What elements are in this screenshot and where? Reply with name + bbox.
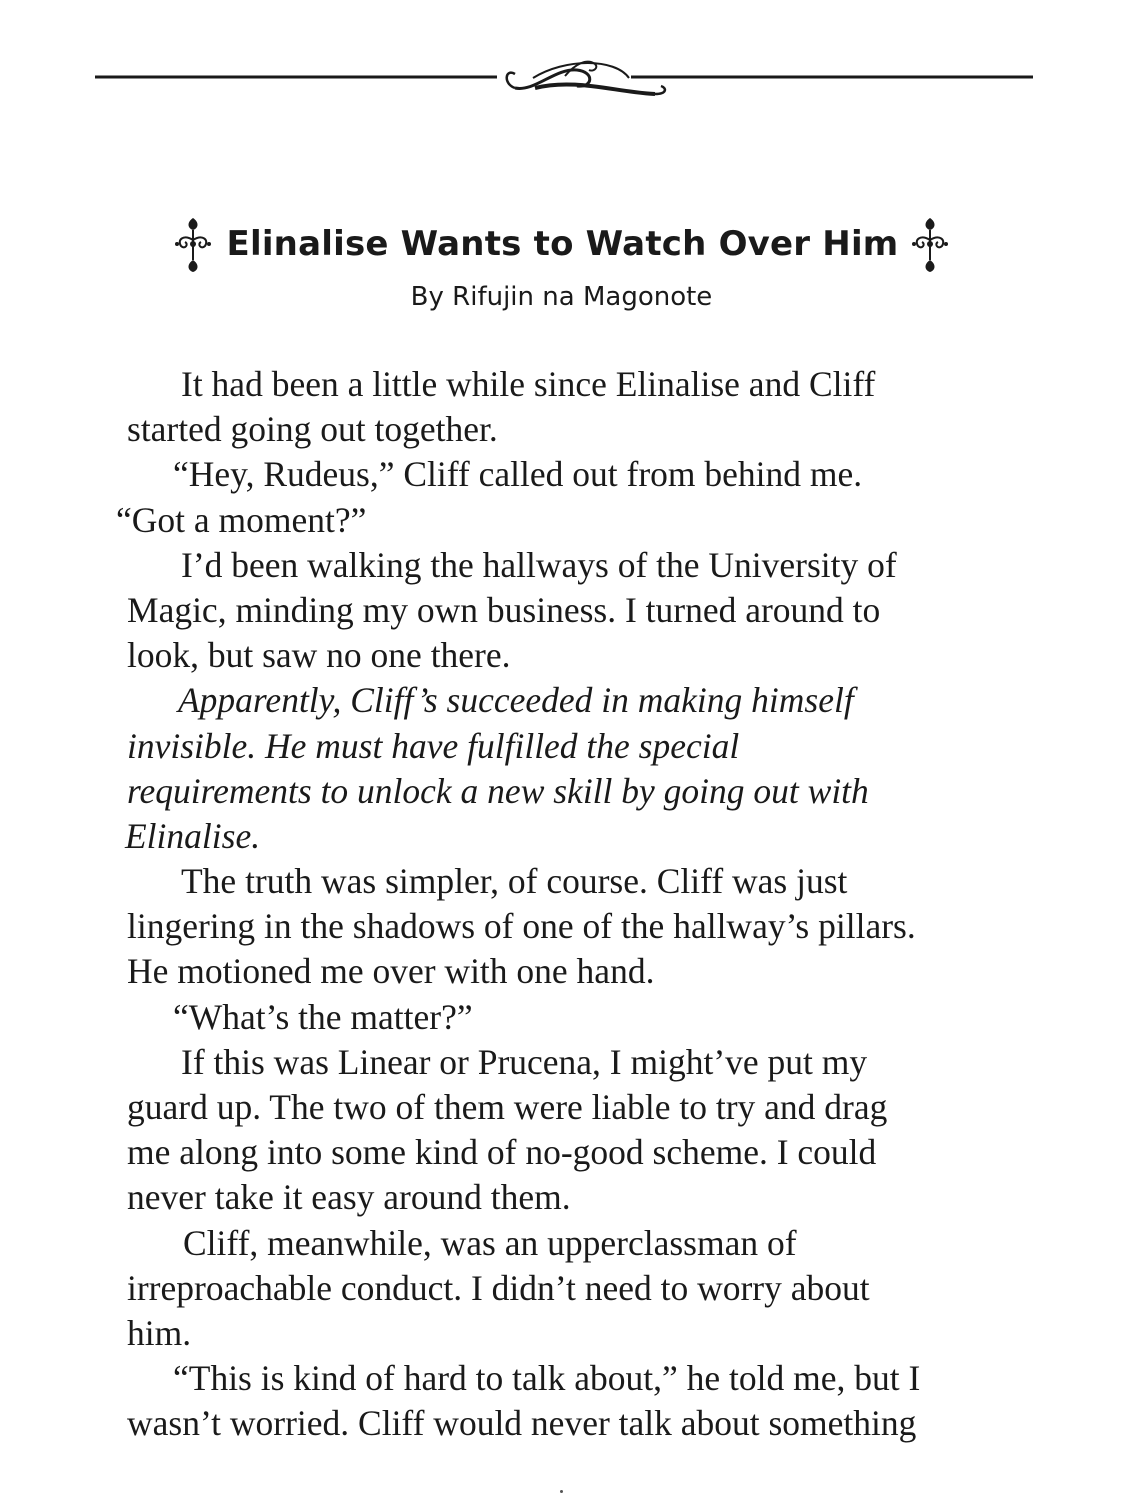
scroll-divider-icon bbox=[95, 48, 1033, 118]
body-line: “This is kind of hard to talk about,” he told me, but I bbox=[173, 1358, 921, 1399]
body-line: started going out together. bbox=[127, 409, 498, 450]
floral-flourish-icon bbox=[908, 214, 952, 274]
author-byline: By Rifujin na Magonote bbox=[410, 282, 713, 312]
story-body bbox=[113, 362, 993, 1447]
body-line: “Got a moment?” bbox=[116, 499, 367, 540]
chapter-title-row bbox=[0, 212, 1123, 276]
body-line: guard up. The two of them were liable to try and drag bbox=[127, 1087, 888, 1127]
body-line: “What’s the matter?” bbox=[173, 996, 473, 1037]
body-line: I’d been walking the hallways of the University of bbox=[181, 544, 897, 585]
chapter-title: Elinalise Wants to Watch Over Him bbox=[226, 224, 899, 264]
body-line: If this was Linear or Prucena, I might’ve put my bbox=[181, 1041, 868, 1082]
body-line: invisible. He must have fulfilled the special bbox=[127, 725, 740, 766]
body-line: Elinalise. bbox=[125, 815, 261, 856]
body-line: Cliff, meanwhile, was an upperclassman of bbox=[183, 1222, 797, 1263]
body-line: “Hey, Rudeus,” Cliff called out from behind me. bbox=[173, 454, 863, 495]
body-line: never take it easy around them. bbox=[127, 1177, 571, 1218]
body-line: wasn’t worried. Cliff would never talk about something bbox=[127, 1403, 917, 1444]
body-line: me along into some kind of no-good scheme. I could bbox=[127, 1132, 877, 1173]
body-line: Magic, minding my own business. I turned around to bbox=[127, 589, 881, 630]
body-line: It had been a little while since Elinalise and Cliff bbox=[181, 364, 876, 404]
body-line: The truth was simpler, of course. Cliff was just bbox=[181, 861, 848, 902]
floral-flourish-icon bbox=[171, 214, 215, 274]
page-marker bbox=[560, 1490, 563, 1493]
body-line: look, but saw no one there. bbox=[127, 635, 511, 676]
body-line: irreproachable conduct. I didn’t need to worry about bbox=[127, 1267, 870, 1308]
body-line: requirements to unlock a new skill by going out with bbox=[127, 770, 869, 811]
body-line: lingering in the shadows of one of the hallway’s pillars. bbox=[127, 906, 916, 947]
body-line: him. bbox=[127, 1312, 192, 1353]
body-line: Apparently, Cliff’s succeeded in making himself bbox=[178, 680, 854, 721]
body-line: He motioned me over with one hand. bbox=[127, 951, 655, 992]
